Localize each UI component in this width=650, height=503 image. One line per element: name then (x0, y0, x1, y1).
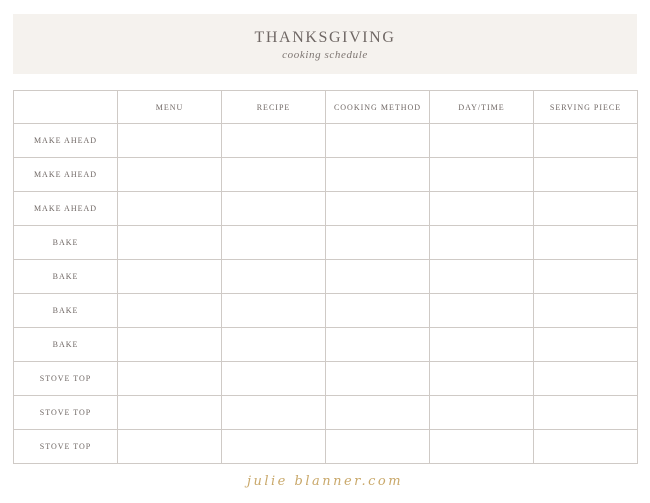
cooking-method-cell[interactable] (326, 430, 430, 464)
day-time-cell[interactable] (430, 226, 534, 260)
day-time-cell[interactable] (430, 396, 534, 430)
table-row (14, 124, 638, 158)
cooking-method-cell[interactable] (326, 294, 430, 328)
column-header-blank (14, 91, 118, 124)
cooking-method-cell[interactable] (326, 226, 430, 260)
serving-piece-cell[interactable] (534, 294, 638, 328)
menu-cell[interactable] (118, 192, 222, 226)
table-row (14, 158, 638, 192)
menu-cell[interactable] (118, 158, 222, 192)
recipe-cell[interactable] (222, 328, 326, 362)
row-label: BAKE (14, 226, 118, 260)
cooking-method-cell[interactable] (326, 396, 430, 430)
recipe-cell[interactable] (222, 226, 326, 260)
day-time-cell[interactable] (430, 430, 534, 464)
table-row (14, 396, 638, 430)
cooking-method-cell[interactable] (326, 328, 430, 362)
row-label: MAKE AHEAD (14, 124, 118, 158)
row-label: BAKE (14, 260, 118, 294)
menu-cell[interactable] (118, 430, 222, 464)
day-time-cell[interactable] (430, 192, 534, 226)
menu-cell[interactable] (118, 260, 222, 294)
table-row (14, 362, 638, 396)
recipe-cell[interactable] (222, 192, 326, 226)
row-label: STOVE TOP (14, 430, 118, 464)
recipe-cell[interactable] (222, 430, 326, 464)
column-header-recipe: RECIPE (222, 91, 326, 124)
table-row (14, 294, 638, 328)
serving-piece-cell[interactable] (534, 362, 638, 396)
day-time-cell[interactable] (430, 158, 534, 192)
table-row (14, 226, 638, 260)
day-time-cell[interactable] (430, 124, 534, 158)
menu-cell[interactable] (118, 396, 222, 430)
row-label: MAKE AHEAD (14, 192, 118, 226)
table-row (14, 260, 638, 294)
header-band (13, 14, 637, 74)
table-row (14, 192, 638, 226)
row-label: STOVE TOP (14, 362, 118, 396)
column-header-serving-piece: SERVING PIECE (534, 91, 638, 124)
row-label: BAKE (14, 328, 118, 362)
serving-piece-cell[interactable] (534, 396, 638, 430)
day-time-cell[interactable] (430, 260, 534, 294)
column-header-menu: MENU (118, 91, 222, 124)
column-header-cooking-method: COOKING METHOD (326, 91, 430, 124)
day-time-cell[interactable] (430, 294, 534, 328)
menu-cell[interactable] (118, 124, 222, 158)
page-title: THANKSGIVING (254, 29, 396, 46)
recipe-cell[interactable] (222, 362, 326, 396)
row-label: BAKE (14, 294, 118, 328)
cooking-method-cell[interactable] (326, 124, 430, 158)
column-header-day-time: DAY/TIME (430, 91, 534, 124)
recipe-cell[interactable] (222, 158, 326, 192)
menu-cell[interactable] (118, 226, 222, 260)
cooking-method-cell[interactable] (326, 362, 430, 396)
recipe-cell[interactable] (222, 294, 326, 328)
schedule-table (13, 90, 638, 464)
menu-cell[interactable] (118, 362, 222, 396)
serving-piece-cell[interactable] (534, 158, 638, 192)
menu-cell[interactable] (118, 294, 222, 328)
signature-logo: julie blanner.com (246, 474, 404, 489)
serving-piece-cell[interactable] (534, 260, 638, 294)
serving-piece-cell[interactable] (534, 124, 638, 158)
header-row (14, 91, 638, 124)
menu-cell[interactable] (118, 328, 222, 362)
page-subtitle: cooking schedule (282, 49, 368, 61)
row-label: MAKE AHEAD (14, 158, 118, 192)
table-row (14, 328, 638, 362)
serving-piece-cell[interactable] (534, 328, 638, 362)
day-time-cell[interactable] (430, 362, 534, 396)
serving-piece-cell[interactable] (534, 192, 638, 226)
serving-piece-cell[interactable] (534, 226, 638, 260)
row-label: STOVE TOP (14, 396, 118, 430)
cooking-method-cell[interactable] (326, 260, 430, 294)
recipe-cell[interactable] (222, 124, 326, 158)
recipe-cell[interactable] (222, 396, 326, 430)
cooking-method-cell[interactable] (326, 192, 430, 226)
serving-piece-cell[interactable] (534, 430, 638, 464)
cooking-method-cell[interactable] (326, 158, 430, 192)
table-row (14, 430, 638, 464)
day-time-cell[interactable] (430, 328, 534, 362)
recipe-cell[interactable] (222, 260, 326, 294)
